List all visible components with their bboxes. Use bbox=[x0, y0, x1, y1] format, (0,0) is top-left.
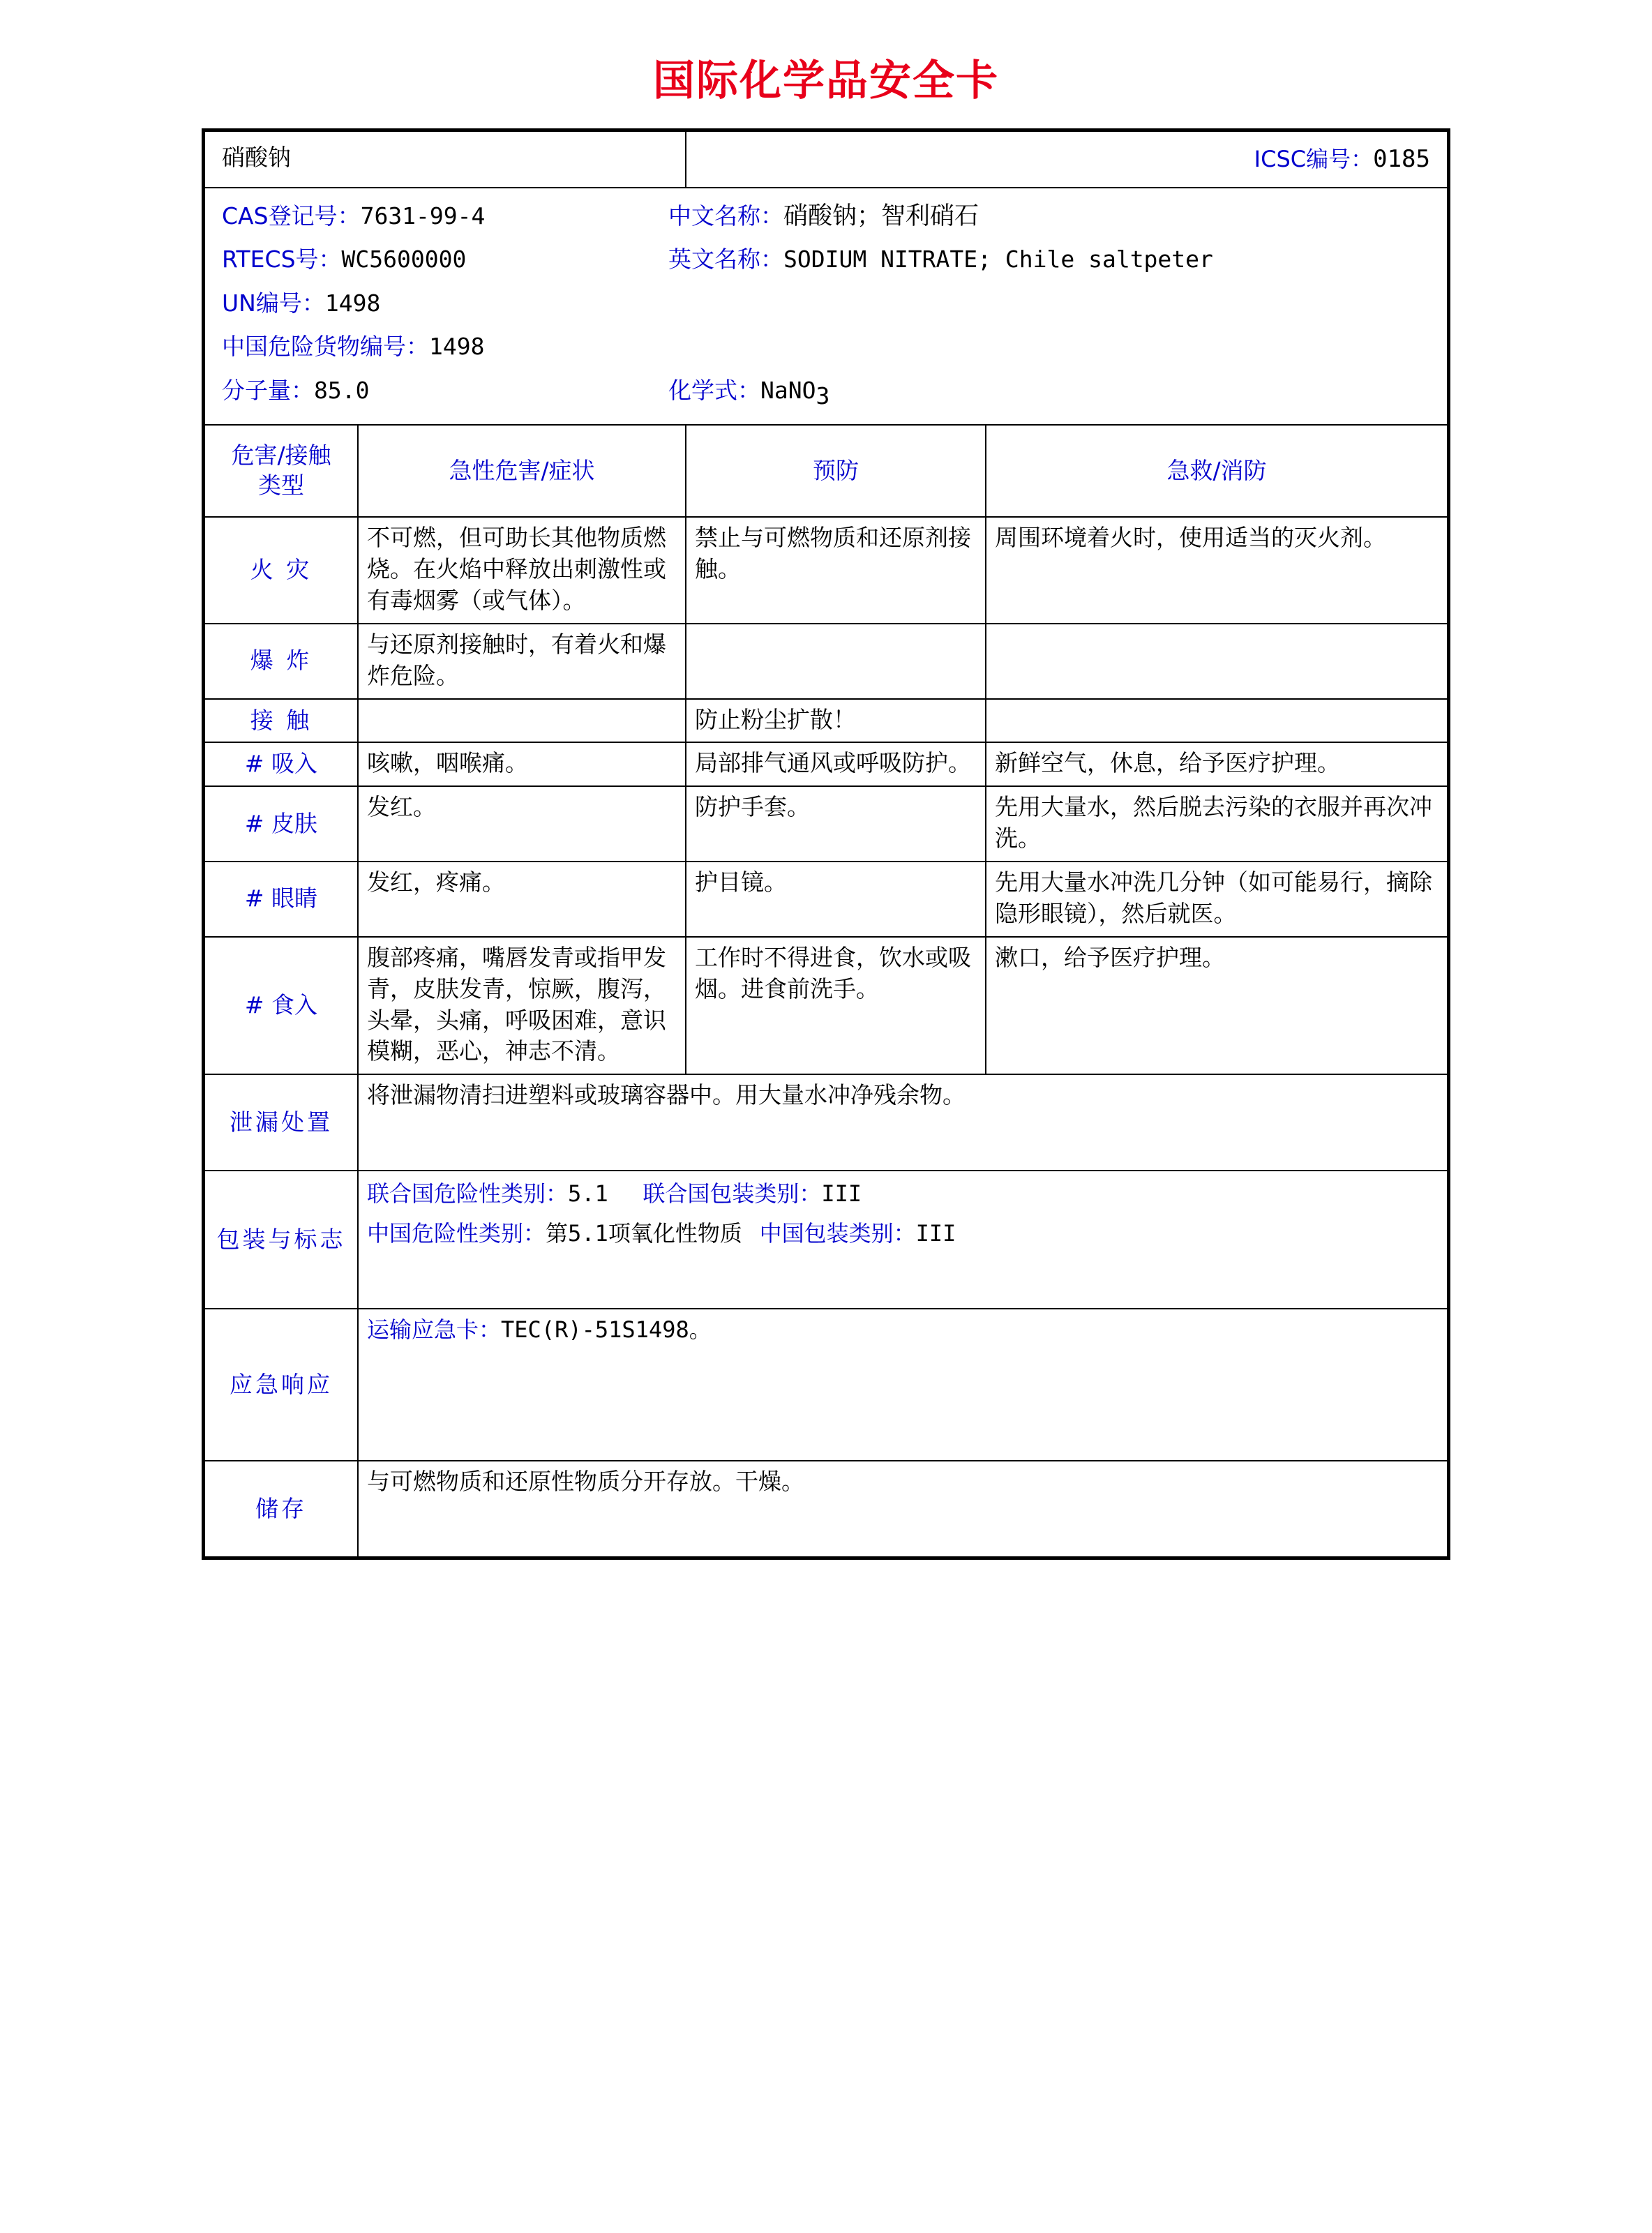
inhalation-prevention: 局部排气通风或呼吸防护。 bbox=[686, 742, 986, 786]
molecular-weight-row bbox=[222, 373, 668, 414]
explosion-prevention bbox=[686, 624, 986, 699]
un-pack-label: 联合国包装类别： bbox=[643, 1180, 822, 1208]
column-header-row bbox=[204, 425, 1448, 517]
skin-prevention: 防护手套。 bbox=[686, 786, 986, 862]
cas-value: 7631-99-4 bbox=[360, 202, 486, 230]
china-dangerous-label: 中国危险货物编号： bbox=[222, 333, 429, 361]
skin-acute: 发红。 bbox=[358, 786, 686, 862]
en-name-value: SODIUM NITRATE; Chile saltpeter bbox=[783, 246, 1213, 273]
row-label-emergency: 应急响应 bbox=[204, 1309, 358, 1461]
china-dangerous-value: 1498 bbox=[429, 333, 485, 361]
emergency-content bbox=[358, 1309, 1448, 1461]
un-hazard-label: 联合国危险性类别： bbox=[367, 1180, 569, 1208]
col-header-firstaid: 急救/消防 bbox=[986, 425, 1448, 517]
emergency-row bbox=[204, 1309, 1448, 1461]
formula-label: 化学式： bbox=[668, 376, 760, 404]
cn-name-label: 中文名称： bbox=[668, 202, 783, 230]
molecular-weight-label: 分子量： bbox=[222, 376, 314, 404]
inhalation-acute: 咳嗽，咽喉痛。 bbox=[358, 742, 686, 786]
table-row bbox=[204, 624, 1448, 699]
exposure-acute bbox=[358, 699, 686, 743]
row-label-ingestion: # 食入 bbox=[204, 937, 358, 1075]
emergency-card-label: 运输应急卡： bbox=[367, 1316, 502, 1344]
col-header-hazard-type-line1: 危害/接触 bbox=[231, 442, 331, 469]
en-name-label: 英文名称： bbox=[668, 246, 783, 273]
row-label-skin: # 皮肤 bbox=[204, 786, 358, 862]
formula-row bbox=[668, 373, 1430, 414]
row-label-inhalation: # 吸入 bbox=[204, 742, 358, 786]
cn-hazard-label: 中国危险性类别： bbox=[367, 1219, 546, 1247]
molecular-weight-value: 85.0 bbox=[314, 376, 370, 404]
rtecs-value: WC5600000 bbox=[341, 246, 467, 273]
row-label-packaging: 包装与标志 bbox=[204, 1171, 358, 1309]
cas-row bbox=[222, 198, 668, 235]
spacer-cell-1 bbox=[668, 285, 1430, 322]
formula-subscript: 3 bbox=[816, 382, 830, 409]
table-row bbox=[204, 517, 1448, 624]
icsc-number-cell bbox=[686, 131, 1448, 188]
row-label-storage: 储存 bbox=[204, 1461, 358, 1557]
cas-label: CAS登记号： bbox=[222, 202, 361, 230]
row-label-exposure: 接 触 bbox=[204, 699, 358, 743]
page-title: 国际化学品安全卡 bbox=[653, 57, 999, 105]
cn-pack-value: III bbox=[915, 1219, 956, 1247]
col-header-hazard-type-line2: 类型 bbox=[258, 472, 304, 499]
packaging-un-line bbox=[367, 1177, 1439, 1212]
storage-text: 与可燃物质和还原性物质分开存放。干燥。 bbox=[358, 1461, 1448, 1557]
rtecs-label: RTECS号： bbox=[222, 246, 342, 273]
identification-block bbox=[204, 188, 1448, 426]
ingestion-prevention: 工作时不得进食，饮水或吸烟。进食前洗手。 bbox=[686, 937, 986, 1075]
table-row bbox=[204, 699, 1448, 743]
spillage-text: 将泄漏物清扫进塑料或玻璃容器中。用大量水冲净残余物。 bbox=[358, 1074, 1448, 1171]
icsc-label: ICSC编号： bbox=[1254, 146, 1374, 172]
row-label-explosion: 爆 炸 bbox=[204, 624, 358, 699]
substance-name: 硝酸钠 bbox=[204, 131, 686, 188]
table-row bbox=[204, 937, 1448, 1075]
spacer-cell-2 bbox=[668, 329, 1430, 366]
packaging-row bbox=[204, 1171, 1448, 1309]
explosion-firstaid bbox=[986, 624, 1448, 699]
eyes-firstaid: 先用大量水冲洗几分钟（如可能易行，摘除隐形眼镜），然后就医。 bbox=[986, 862, 1448, 937]
en-name-row bbox=[668, 241, 1430, 278]
ingestion-firstaid: 漱口，给予医疗护理。 bbox=[986, 937, 1448, 1075]
explosion-acute: 与还原剂接触时，有着火和爆炸危险。 bbox=[358, 624, 686, 699]
fire-firstaid: 周围环境着火时，使用适当的灭火剂。 bbox=[986, 517, 1448, 624]
formula-value: NaNO bbox=[760, 376, 816, 404]
storage-row bbox=[204, 1461, 1448, 1557]
fire-prevention: 禁止与可燃物质和还原剂接触。 bbox=[686, 517, 986, 624]
cn-name-value: 硝酸钠；智利硝石 bbox=[783, 202, 979, 230]
un-value: 1498 bbox=[324, 289, 381, 317]
un-row bbox=[222, 285, 668, 322]
icsc-number: 0185 bbox=[1373, 145, 1430, 173]
cn-hazard-value: 第5.1项氧化性物质 bbox=[546, 1219, 742, 1247]
table-row bbox=[204, 862, 1448, 937]
icsc-table bbox=[204, 130, 1448, 1558]
skin-firstaid: 先用大量水，然后脱去污染的衣服并再次冲洗。 bbox=[986, 786, 1448, 862]
identification-row bbox=[204, 188, 1448, 426]
packaging-cn-line bbox=[367, 1217, 1439, 1252]
col-header-acute: 急性危害/症状 bbox=[358, 425, 686, 517]
row-label-spillage: 泄漏处置 bbox=[204, 1074, 358, 1171]
table-row bbox=[204, 742, 1448, 786]
cn-pack-label: 中国包装类别： bbox=[759, 1219, 916, 1247]
icsc-card bbox=[202, 128, 1450, 1560]
rtecs-row bbox=[222, 241, 668, 278]
exposure-prevention: 防止粉尘扩散！ bbox=[686, 699, 986, 743]
table-row bbox=[204, 786, 1448, 862]
packaging-content bbox=[358, 1171, 1448, 1309]
un-label: UN编号： bbox=[222, 289, 325, 317]
col-header-hazard-type bbox=[204, 425, 358, 517]
cn-name-row bbox=[668, 198, 1430, 235]
eyes-prevention: 护目镜。 bbox=[686, 862, 986, 937]
fire-acute: 不可燃，但可助长其他物质燃烧。在火焰中释放出刺激性或有毒烟雾（或气体）。 bbox=[358, 517, 686, 624]
header-row bbox=[204, 131, 1448, 188]
eyes-acute: 发红，疼痛。 bbox=[358, 862, 686, 937]
row-label-fire: 火 灾 bbox=[204, 517, 358, 624]
emergency-card-value: TEC(R)-51S1498。 bbox=[501, 1316, 712, 1344]
un-hazard-value: 5.1 bbox=[568, 1180, 608, 1208]
ingestion-acute: 腹部疼痛，嘴唇发青或指甲发青，皮肤发青，惊厥，腹泻，头晕，头痛，呼吸困难，意识模糊，恶心，神志不清。 bbox=[358, 937, 686, 1075]
col-header-prevention: 预防 bbox=[686, 425, 986, 517]
exposure-firstaid bbox=[986, 699, 1448, 743]
row-label-eyes: # 眼睛 bbox=[204, 862, 358, 937]
spillage-row bbox=[204, 1074, 1448, 1171]
un-pack-value: III bbox=[821, 1180, 862, 1208]
china-dangerous-row bbox=[222, 329, 668, 366]
inhalation-firstaid: 新鲜空气，休息，给予医疗护理。 bbox=[986, 742, 1448, 786]
